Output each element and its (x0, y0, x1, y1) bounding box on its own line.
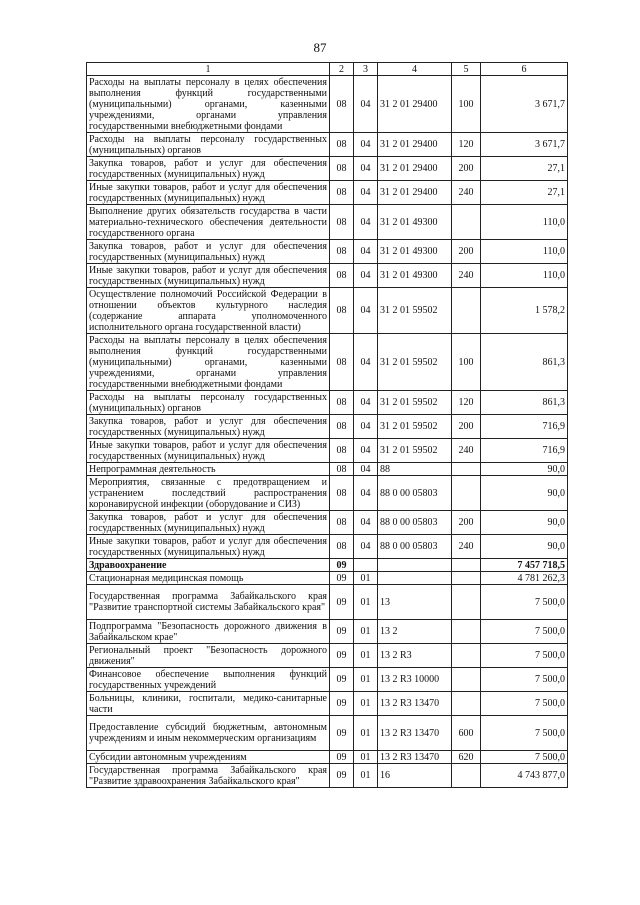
header-cell-subsection: 3 (354, 63, 378, 76)
target-cell: 88 0 00 05803 (378, 511, 452, 535)
section-cell: 09 (330, 692, 354, 716)
table-row (87, 511, 568, 535)
section-cell: 08 (330, 511, 354, 535)
section-cell: 09 (330, 585, 354, 620)
section-cell: 09 (330, 668, 354, 692)
section-cell: 08 (330, 181, 354, 205)
subsection-cell: 04 (354, 76, 378, 133)
target-cell: 31 2 01 59502 (378, 415, 452, 439)
table-row (87, 476, 568, 511)
amount-cell: 861,3 (481, 391, 568, 415)
subsection-cell: 01 (354, 644, 378, 668)
expense-type-cell (452, 288, 481, 334)
expense-type-cell (452, 463, 481, 476)
section-cell: 08 (330, 76, 354, 133)
name-cell: Осуществление полномочий Российской Федерации в отношении объектов культурного наследия (содержание аппарата уполномоченного исполнительного органа государственной власти) (87, 288, 330, 334)
target-cell: 31 2 01 49300 (378, 205, 452, 240)
subsection-cell: 04 (354, 334, 378, 391)
section-cell: 08 (330, 415, 354, 439)
target-cell: 13 2 R3 10000 (378, 668, 452, 692)
name-cell: Расходы на выплаты персоналу государственных (муниципальных) органов (87, 391, 330, 415)
table-row (87, 716, 568, 751)
name-cell: Финансовое обеспечение выполнения функций государственных учреждений (87, 668, 330, 692)
amount-cell: 7 500,0 (481, 644, 568, 668)
amount-cell: 1 578,2 (481, 288, 568, 334)
target-cell (378, 572, 452, 585)
subsection-cell: 04 (354, 133, 378, 157)
table-row (87, 764, 568, 788)
table-row (87, 439, 568, 463)
target-cell: 13 (378, 585, 452, 620)
target-cell: 31 2 01 49300 (378, 264, 452, 288)
expense-type-cell: 240 (452, 439, 481, 463)
amount-cell: 3 671,7 (481, 76, 568, 133)
amount-cell: 110,0 (481, 240, 568, 264)
target-cell: 13 2 (378, 620, 452, 644)
section-cell: 08 (330, 334, 354, 391)
name-cell: Расходы на выплаты персоналу в целях обеспечения выполнения функций государственными (муниципальными) органами, казенными учреждениями, органами управления государственными внебюджетными фондами (87, 76, 330, 133)
expense-type-cell (452, 476, 481, 511)
expense-type-cell (452, 559, 481, 572)
name-cell: Стационарная медицинская помощь (87, 572, 330, 585)
target-cell: 31 2 01 29400 (378, 76, 452, 133)
header-cell-name: 1 (87, 63, 330, 76)
amount-cell: 7 500,0 (481, 751, 568, 764)
subsection-cell: 01 (354, 692, 378, 716)
table-row (87, 391, 568, 415)
name-cell: Подпрограмма "Безопасность дорожного движения в Забайкальском крае" (87, 620, 330, 644)
name-cell: Субсидии автономным учреждениям (87, 751, 330, 764)
subsection-cell: 01 (354, 751, 378, 764)
target-cell: 31 2 01 59502 (378, 391, 452, 415)
subsection-cell: 04 (354, 264, 378, 288)
amount-cell: 110,0 (481, 264, 568, 288)
header-row (87, 63, 568, 76)
name-cell: Непрограммная деятельность (87, 463, 330, 476)
amount-cell: 90,0 (481, 511, 568, 535)
section-cell: 09 (330, 751, 354, 764)
section-cell: 09 (330, 572, 354, 585)
subsection-cell: 04 (354, 415, 378, 439)
name-cell: Иные закупки товаров, работ и услуг для обеспечения государственных (муниципальных) нужд (87, 535, 330, 559)
section-cell: 08 (330, 535, 354, 559)
subsection-cell (354, 559, 378, 572)
table-body (87, 76, 568, 788)
amount-cell: 7 500,0 (481, 716, 568, 751)
target-cell: 31 2 01 59502 (378, 439, 452, 463)
target-cell: 31 2 01 59502 (378, 334, 452, 391)
subsection-cell: 04 (354, 181, 378, 205)
amount-cell: 7 500,0 (481, 668, 568, 692)
table-row (87, 133, 568, 157)
section-cell: 08 (330, 264, 354, 288)
subsection-cell: 04 (354, 288, 378, 334)
amount-cell: 7 457 718,5 (481, 559, 568, 572)
amount-cell: 90,0 (481, 476, 568, 511)
amount-cell: 716,9 (481, 439, 568, 463)
section-cell: 08 (330, 240, 354, 264)
expense-type-cell (452, 620, 481, 644)
target-cell: 16 (378, 764, 452, 788)
subsection-cell: 04 (354, 511, 378, 535)
expense-type-cell: 600 (452, 716, 481, 751)
target-cell: 31 2 01 29400 (378, 133, 452, 157)
subsection-cell: 01 (354, 585, 378, 620)
name-cell: Закупка товаров, работ и услуг для обеспечения государственных (муниципальных) нужд (87, 157, 330, 181)
subsection-cell: 04 (354, 439, 378, 463)
subsection-cell: 04 (354, 463, 378, 476)
name-cell: Закупка товаров, работ и услуг для обеспечения государственных (муниципальных) нужд (87, 511, 330, 535)
subsection-cell: 01 (354, 572, 378, 585)
table-row (87, 585, 568, 620)
table-row (87, 644, 568, 668)
amount-cell: 4 743 877,0 (481, 764, 568, 788)
subsection-cell: 04 (354, 476, 378, 511)
expense-type-cell: 120 (452, 133, 481, 157)
table-row (87, 463, 568, 476)
table-row (87, 240, 568, 264)
section-cell: 08 (330, 463, 354, 476)
expense-type-cell: 100 (452, 334, 481, 391)
expense-type-cell (452, 205, 481, 240)
expense-type-cell: 200 (452, 511, 481, 535)
table-row (87, 181, 568, 205)
name-cell: Иные закупки товаров, работ и услуг для обеспечения государственных (муниципальных) нужд (87, 264, 330, 288)
expense-type-cell: 240 (452, 535, 481, 559)
name-cell: Иные закупки товаров, работ и услуг для обеспечения государственных (муниципальных) нужд (87, 181, 330, 205)
table-row (87, 264, 568, 288)
table-row (87, 572, 568, 585)
amount-cell: 27,1 (481, 181, 568, 205)
section-cell: 09 (330, 644, 354, 668)
section-cell: 09 (330, 620, 354, 644)
target-cell: 31 2 01 49300 (378, 240, 452, 264)
target-cell: 13 2 R3 13470 (378, 751, 452, 764)
name-cell: Расходы на выплаты персоналу государственных (муниципальных) органов (87, 133, 330, 157)
section-cell: 08 (330, 476, 354, 511)
subsection-cell: 04 (354, 157, 378, 181)
target-cell: 88 (378, 463, 452, 476)
expense-type-cell: 200 (452, 240, 481, 264)
amount-cell: 7 500,0 (481, 585, 568, 620)
table-row (87, 751, 568, 764)
subsection-cell: 04 (354, 240, 378, 264)
header-cell-expense-type: 5 (452, 63, 481, 76)
amount-cell: 110,0 (481, 205, 568, 240)
target-cell: 13 2 R3 13470 (378, 716, 452, 751)
expense-type-cell (452, 668, 481, 692)
target-cell: 13 2 R3 (378, 644, 452, 668)
target-cell: 13 2 R3 13470 (378, 692, 452, 716)
table-row (87, 157, 568, 181)
table-row (87, 334, 568, 391)
table-row (87, 668, 568, 692)
budget-table (86, 62, 568, 788)
table-row (87, 620, 568, 644)
amount-cell: 4 781 262,3 (481, 572, 568, 585)
section-cell: 08 (330, 205, 354, 240)
table-row (87, 76, 568, 133)
expense-type-cell: 200 (452, 415, 481, 439)
table-row (87, 415, 568, 439)
amount-cell: 716,9 (481, 415, 568, 439)
expense-type-cell: 120 (452, 391, 481, 415)
header-cell-target: 4 (378, 63, 452, 76)
table-row (87, 205, 568, 240)
table-row (87, 559, 568, 572)
expense-type-cell: 620 (452, 751, 481, 764)
amount-cell: 90,0 (481, 535, 568, 559)
subsection-cell: 01 (354, 716, 378, 751)
name-cell: Государственная программа Забайкальского края "Развитие транспортной системы Забайкальского края" (87, 585, 330, 620)
target-cell: 31 2 01 59502 (378, 288, 452, 334)
section-cell: 08 (330, 133, 354, 157)
expense-type-cell (452, 764, 481, 788)
subsection-cell: 01 (354, 620, 378, 644)
target-cell: 31 2 01 29400 (378, 157, 452, 181)
section-cell: 08 (330, 439, 354, 463)
name-cell: Государственная программа Забайкальского края "Развитие здравоохранения Забайкальского края" (87, 764, 330, 788)
amount-cell: 7 500,0 (481, 620, 568, 644)
name-cell: Выполнение других обязательств государства в части материально-технического обеспечения деятельности государственного органа (87, 205, 330, 240)
target-cell: 88 0 00 05803 (378, 476, 452, 511)
subsection-cell: 01 (354, 764, 378, 788)
amount-cell: 90,0 (481, 463, 568, 476)
expense-type-cell: 200 (452, 157, 481, 181)
name-cell: Региональный проект "Безопасность дорожного движения" (87, 644, 330, 668)
expense-type-cell: 240 (452, 181, 481, 205)
subsection-cell: 04 (354, 535, 378, 559)
name-cell: Закупка товаров, работ и услуг для обеспечения государственных (муниципальных) нужд (87, 415, 330, 439)
page-number: 87 (313, 40, 327, 55)
table-row (87, 288, 568, 334)
name-cell: Мероприятия, связанные с предотвращением и устранением последствий распространения коронавирусной инфекции (оборудование и СИЗ) (87, 476, 330, 511)
expense-type-cell (452, 585, 481, 620)
expense-type-cell (452, 644, 481, 668)
name-cell: Расходы на выплаты персоналу в целях обеспечения выполнения функций государственными (муниципальными) органами, казенными учреждениями, органами управления государственными внебюджетными фондами (87, 334, 330, 391)
section-cell: 08 (330, 157, 354, 181)
expense-type-cell (452, 692, 481, 716)
section-cell: 08 (330, 391, 354, 415)
amount-cell: 861,3 (481, 334, 568, 391)
subsection-cell: 01 (354, 668, 378, 692)
table-row (87, 692, 568, 716)
target-cell: 88 0 00 05803 (378, 535, 452, 559)
name-cell: Больницы, клиники, госпитали, медико-санитарные части (87, 692, 330, 716)
section-cell: 09 (330, 716, 354, 751)
expense-type-cell (452, 572, 481, 585)
target-cell (378, 559, 452, 572)
section-cell: 09 (330, 559, 354, 572)
name-cell: Закупка товаров, работ и услуг для обеспечения государственных (муниципальных) нужд (87, 240, 330, 264)
header-cell-amount: 6 (481, 63, 568, 76)
name-cell: Здравоохранение (87, 559, 330, 572)
target-cell: 31 2 01 29400 (378, 181, 452, 205)
amount-cell: 27,1 (481, 157, 568, 181)
expense-type-cell: 100 (452, 76, 481, 133)
table-row (87, 535, 568, 559)
amount-cell: 3 671,7 (481, 133, 568, 157)
subsection-cell: 04 (354, 391, 378, 415)
name-cell: Предоставление субсидий бюджетным, автономным учреждениям и иным некоммерческим организациям (87, 716, 330, 751)
expense-type-cell: 240 (452, 264, 481, 288)
header-cell-section: 2 (330, 63, 354, 76)
amount-cell: 7 500,0 (481, 692, 568, 716)
section-cell: 09 (330, 764, 354, 788)
subsection-cell: 04 (354, 205, 378, 240)
section-cell: 08 (330, 288, 354, 334)
name-cell: Иные закупки товаров, работ и услуг для обеспечения государственных (муниципальных) нужд (87, 439, 330, 463)
